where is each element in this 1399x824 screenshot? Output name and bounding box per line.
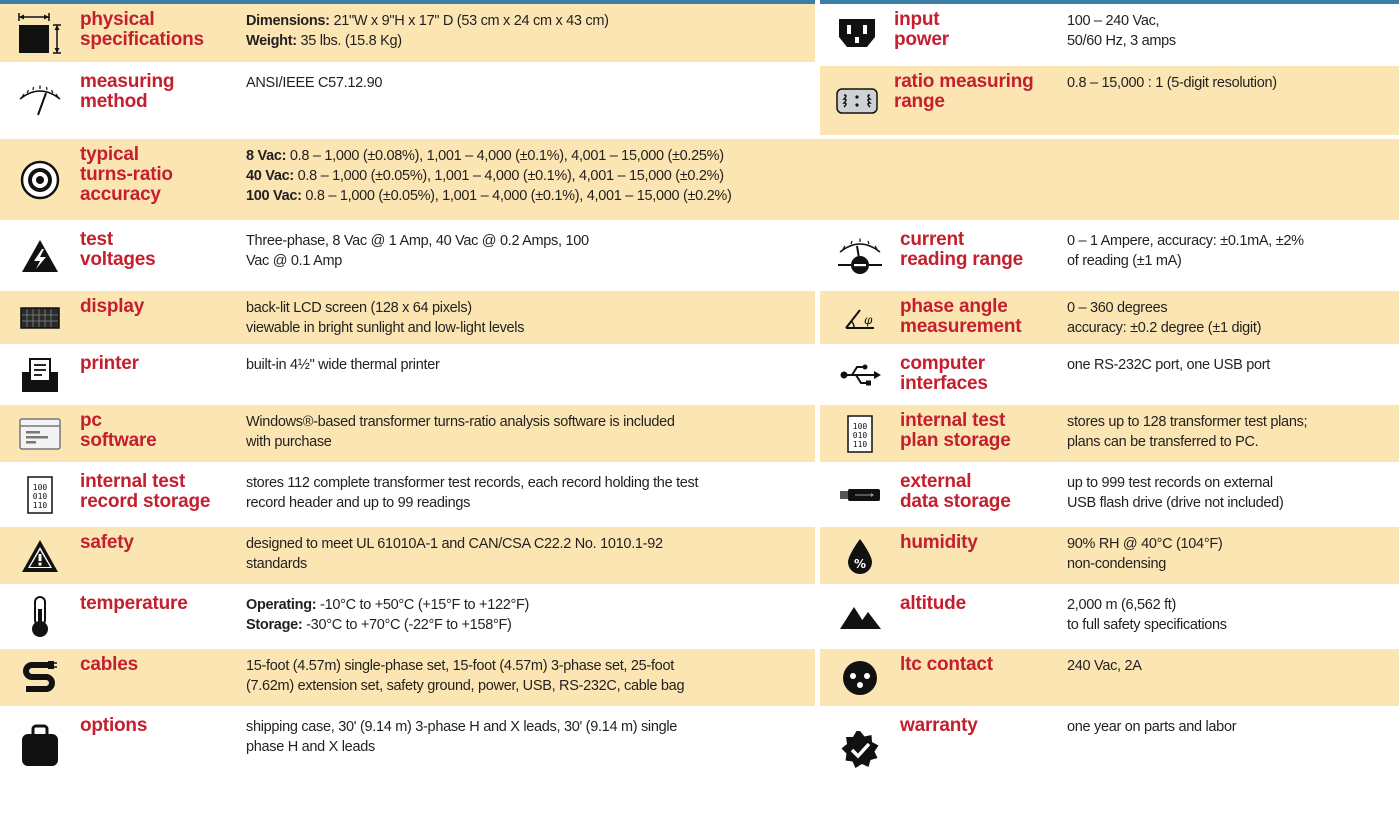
- spec-row-safety: [0, 527, 815, 584]
- spec-label: measuring method: [80, 71, 175, 112]
- spec-row-temperature: [0, 588, 815, 645]
- spec-label: altitude: [900, 593, 966, 614]
- humidity-drop-icon: [820, 527, 900, 584]
- spec-value: 90% RH @ 40°C (104°F) non-condensing: [1067, 536, 1223, 572]
- binary-memory-icon: [820, 405, 900, 462]
- svg-text:010: 010: [852, 430, 868, 440]
- spec-label: display: [80, 296, 145, 317]
- carry-case-icon: [0, 710, 80, 824]
- spec-row-cables: [0, 649, 815, 706]
- spec-label: typical turns-ratio accuracy: [80, 144, 173, 205]
- phase-angle-icon: [820, 291, 900, 344]
- spec-label: temperature: [80, 593, 188, 614]
- spec-value: shipping case, 30' (9.14 m) 3-phase H and X leads, 30' (9.14 m) single phase H and X leads: [246, 719, 678, 755]
- spec-row-options: [0, 710, 815, 824]
- spec-value: Dimensions: 21"W x 9"H x 17" D (53 cm x 24 cm x 43 cm) Weight: 35 lbs. (15.8 Kg): [246, 13, 609, 49]
- spec-label: printer: [80, 353, 139, 374]
- svg-text:100: 100: [32, 482, 48, 492]
- spec-label: ltc contact: [900, 654, 993, 675]
- spec-row-display: [0, 291, 815, 344]
- svg-text:010: 010: [32, 491, 48, 501]
- mountain-icon: [820, 588, 900, 645]
- spec-row-phase-angle: [820, 291, 1399, 344]
- spec-label: internal test plan storage: [900, 410, 1011, 451]
- warning-triangle-icon: [0, 527, 80, 584]
- ammeter-icon: [820, 224, 900, 287]
- spec-label: warranty: [900, 715, 978, 736]
- spec-label: internal test record storage: [80, 471, 211, 512]
- spec-row-ltc-contact: [820, 649, 1399, 706]
- svg-text:φ: φ: [864, 312, 873, 327]
- spec-value: up to 999 test records on external USB flash drive (drive not included): [1067, 475, 1284, 511]
- spec-label: options: [80, 715, 148, 736]
- spec-value: 0.8 – 15,000 : 1 (5-digit resolution): [1067, 75, 1277, 91]
- dimensions-icon: [0, 4, 80, 62]
- spec-value: ANSI/IEEE C57.12.90: [246, 75, 383, 91]
- spec-value: back-lit LCD screen (128 x 64 pixels) viewable in bright sunlight and low-light levels: [246, 300, 525, 336]
- power-plug-icon: [820, 4, 894, 62]
- spec-value: built-in 4½" wide thermal printer: [246, 357, 440, 373]
- spec-value: 0 – 1 Ampere, accuracy: ±0.1mA, ±2% of reading (±1 mA): [1067, 233, 1304, 269]
- spec-label: ratio measuring range: [894, 71, 1034, 112]
- spec-row-warranty: [820, 710, 1399, 824]
- spec-value: Three-phase, 8 Vac @ 1 Amp, 40 Vac @ 0.2 Amps, 100 Vac @ 0.1 Amp: [246, 233, 589, 269]
- svg-text:100: 100: [852, 421, 868, 431]
- spec-row-test-voltages: [0, 224, 815, 287]
- spec-row-pc-software: [0, 405, 815, 462]
- connector-icon: [820, 649, 900, 706]
- software-window-icon: [0, 405, 80, 462]
- spec-label: test voltages: [80, 229, 156, 270]
- svg-text:110: 110: [852, 439, 868, 449]
- spec-row-physical: [0, 4, 815, 62]
- binary-memory-icon: [0, 466, 80, 523]
- spec-value: 2,000 m (6,562 ft) to full safety specifications: [1067, 597, 1227, 633]
- spec-value: one year on parts and labor: [1067, 719, 1237, 735]
- spec-row-humidity: [820, 527, 1399, 584]
- spec-label: input power: [894, 9, 949, 50]
- spec-row-computer-interfaces: [820, 348, 1399, 401]
- spec-row-plan-storage: [820, 405, 1399, 462]
- spec-label: phase angle measurement: [900, 296, 1022, 337]
- spec-value: 100 – 240 Vac, 50/60 Hz, 3 amps: [1067, 13, 1176, 49]
- target-icon: [0, 139, 80, 220]
- spec-row-record-storage: [0, 466, 815, 523]
- transformer-icon: [820, 66, 894, 135]
- spec-value: Windows®-based transformer turns-ratio analysis software is included with purchase: [246, 414, 675, 450]
- meter-gauge-icon: [0, 66, 80, 135]
- svg-text:110: 110: [32, 500, 48, 510]
- spec-value: stores up to 128 transformer test plans; plans can be transferred to PC.: [1067, 414, 1308, 450]
- spec-value: 8 Vac: 0.8 – 1,000 (±0.08%), 1,001 – 4,000 (±0.1%), 4,001 – 15,000 (±0.25%) 40 Vac: 0.8 – 1,000 (±0.05%), 1,001 – 4,000 (±0.1%), 4,001 – 15,000 (±0.2%) 100 Vac: 0.8 – 1,000 (±0.05%), 1,001 – 4,000 (±0.1%), 4,001 – 15,000 (±0.2%): [246, 148, 732, 204]
- usb-icon: [820, 348, 900, 401]
- printer-icon: [0, 348, 80, 401]
- spec-row-altitude: [820, 588, 1399, 645]
- spec-value: designed to meet UL 61010A-1 and CAN/CSA C22.2 No. 1010.1-92 standards: [246, 536, 663, 572]
- spec-value: stores 112 complete transformer test records, each record holding the test record header and up to 99 readings: [246, 475, 699, 511]
- spec-label: physical specifications: [80, 9, 204, 50]
- spec-row-ratio-range: [820, 66, 1399, 135]
- cable-icon: [0, 649, 80, 706]
- spec-value: 15-foot (4.57m) single-phase set, 15-foot (4.57m) 3-phase set, 25-foot (7.62m) extension set, safety ground, power, USB, RS-232C, cable bag: [246, 658, 685, 694]
- spec-value: Operating: -10°C to +50°C (+15°F to +122°F) Storage: -30°C to +70°C (-22°F to +158°F): [246, 597, 530, 633]
- spec-row-printer: [0, 348, 815, 401]
- spec-row-accuracy: [0, 139, 1399, 220]
- spec-row-input-power: [820, 4, 1399, 62]
- certified-badge-icon: [820, 710, 900, 824]
- thermometer-icon: [0, 588, 80, 645]
- spec-label: safety: [80, 532, 134, 553]
- spec-label: external data storage: [900, 471, 1011, 512]
- lcd-screen-icon: [0, 291, 80, 344]
- high-voltage-icon: [0, 224, 80, 287]
- spec-label: current reading range: [900, 229, 1024, 270]
- spec-label: cables: [80, 654, 138, 675]
- spec-value: one RS-232C port, one USB port: [1067, 357, 1270, 373]
- spec-label: humidity: [900, 532, 978, 553]
- spec-row-current-range: [820, 224, 1399, 287]
- spec-value: 0 – 360 degrees accuracy: ±0.2 degree (±1 digit): [1067, 300, 1262, 336]
- spec-value: 240 Vac, 2A: [1067, 658, 1142, 674]
- spec-label: computer interfaces: [900, 353, 988, 394]
- svg-text:%: %: [853, 556, 867, 571]
- spec-row-external-storage: [820, 466, 1399, 523]
- spec-row-measuring-method: [0, 66, 815, 135]
- spec-label: pc software: [80, 410, 157, 451]
- usb-drive-icon: [820, 466, 900, 523]
